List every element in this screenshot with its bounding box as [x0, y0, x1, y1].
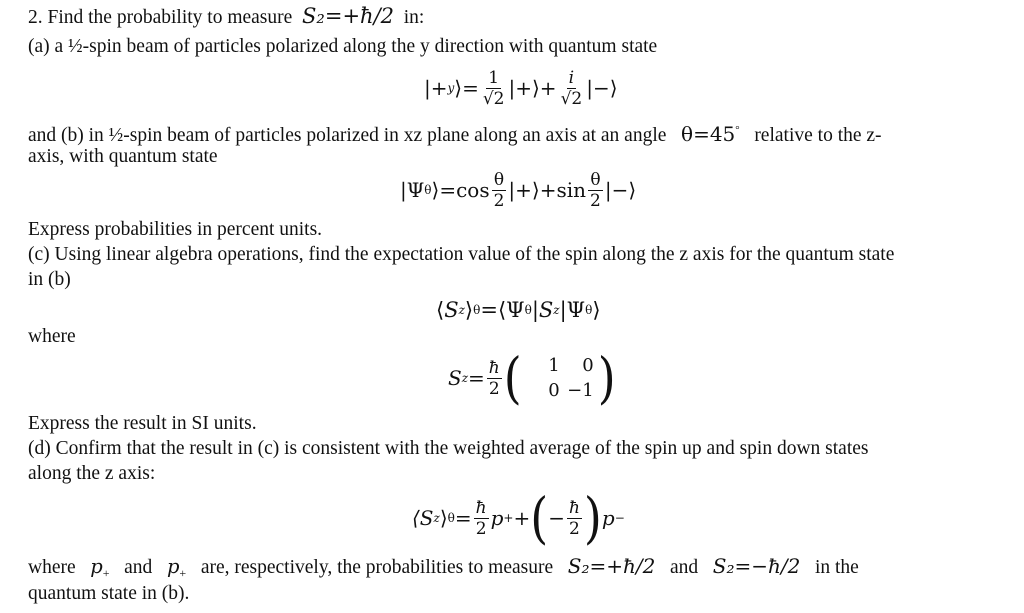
matrix-left-paren: (: [503, 345, 522, 411]
eq-b-lhs: |Ψ: [400, 178, 425, 202]
eq-b-f-num: θ: [493, 169, 505, 190]
eq-a-ket-close: ⟩=: [454, 76, 479, 100]
eq-d-a-num: ħ: [475, 497, 487, 518]
last-where: where: [28, 557, 76, 578]
eq-c-rhs: =⟨Ψ: [480, 298, 525, 322]
m22: −1: [567, 380, 594, 401]
part-a-text: (a) a ½-spin beam of particles polarized along the y direction with quantum state: [28, 36, 658, 57]
eq-b-lhs-close: ⟩=cos: [431, 178, 490, 202]
eq-a-frac1-num: 1: [488, 67, 500, 88]
part-d-line2: along the z axis:: [28, 463, 156, 484]
express-si: Express the result in SI units.: [28, 413, 257, 434]
eq-c-end: ⟩: [592, 298, 601, 322]
eq-a-ket-sub: y: [447, 81, 455, 95]
last-p1-sub: +: [102, 566, 110, 580]
part-b-text: and (b) in ½-spin beam of particles polarized in xz plane along an axis at an angle: [28, 125, 667, 146]
last-end: in the: [814, 557, 859, 578]
m11: 1: [548, 355, 560, 376]
express-percent: Express probabilities in percent units.: [28, 219, 323, 240]
eq-d-lhs: ⟨S: [412, 506, 434, 530]
eq-b-frac-cos: [492, 170, 507, 211]
matrix-body: [522, 355, 598, 401]
eq-d-a-den: 2: [475, 518, 487, 539]
eq-a-frac2-den: √2: [560, 88, 583, 109]
equation-a: [424, 60, 618, 116]
heading-text: 2. Find the probability to measure: [28, 7, 293, 28]
part-b-degree: °: [735, 124, 740, 136]
eq-d-p-plus: p: [490, 506, 504, 530]
equation-c: [436, 290, 601, 330]
where-label: where: [28, 326, 76, 347]
eq-b-f-den: 2: [493, 190, 505, 211]
eq-d-lhs-sub: z: [433, 511, 440, 525]
eq-c-S2-sub: z: [553, 303, 560, 317]
eq-c-S: S: [444, 298, 459, 322]
eq-a-frac2: [559, 68, 585, 109]
eq-m-h-num: ħ: [488, 357, 500, 378]
eq-a-term1: |+⟩+: [508, 76, 557, 100]
eq-d-p-minus: p: [601, 506, 615, 530]
equation-matrix: [448, 345, 616, 411]
eq-c-bar1: |: [531, 298, 539, 322]
eq-a-ket: |+: [424, 76, 448, 100]
last-line2: quantum state in (b).: [28, 583, 190, 604]
matrix-right-paren: ): [597, 345, 616, 411]
eq-d-plus-sub: +: [503, 511, 514, 525]
equation-d: [412, 485, 625, 551]
eq-d-plus: +: [513, 506, 531, 530]
eq-d-theta-sub: θ: [447, 511, 455, 525]
eq-b-g-num: θ: [590, 169, 601, 190]
part-b-line1: [28, 118, 882, 148]
part-b-line2: axis, with quantum state: [28, 146, 218, 167]
eq-b-frac-sin: [588, 170, 603, 211]
eq-d-left-paren: (: [530, 485, 549, 551]
eq-b-g-den: 2: [590, 190, 601, 211]
part-c-line1: (c) Using linear algebra operations, find the expectation value of the spin along the z axis for the quantum state: [28, 244, 895, 265]
last-m2: S₂=−ħ/2: [712, 554, 801, 578]
eq-a-frac2-num: i: [568, 67, 575, 88]
part-b-angle: θ=45: [681, 122, 736, 146]
eq-a-frac1-den: √2: [482, 88, 505, 109]
eq-a-term2: |−⟩: [586, 76, 618, 100]
eq-m-lhs: S: [448, 366, 462, 390]
eq-d-minus-sub: −: [614, 511, 625, 525]
eq-a-frac1: [481, 68, 507, 109]
equation-b: [400, 164, 636, 216]
eq-c-S2: S: [538, 298, 554, 322]
part-d-line1: (d) Confirm that the result in (c) is consistent with the weighted average of the spin up and spin down states: [28, 438, 869, 459]
eq-c-S-sub: z: [458, 303, 465, 317]
eq-d-eq: =: [454, 506, 472, 530]
last-and1: and: [124, 557, 153, 578]
problem-heading: [28, 4, 424, 30]
heading-end: in:: [403, 7, 425, 28]
eq-c-rhs-sub: θ: [524, 303, 532, 317]
eq-b-end: |−⟩: [604, 178, 637, 202]
part-b-end: relative to the z-: [754, 125, 882, 146]
eq-d-frac-a: [474, 498, 489, 539]
eq-b-lhs-sub: θ: [424, 183, 432, 197]
last-and2: and: [669, 557, 699, 578]
eq-b-mid: |+⟩+sin: [508, 178, 587, 202]
eq-d-lhs-close: ⟩: [439, 506, 448, 530]
eq-d-b-num: ħ: [568, 497, 580, 518]
eq-m-lhs-sub: z: [461, 371, 469, 385]
last-p2-sub: +: [179, 566, 187, 580]
last-line1: [28, 554, 859, 585]
eq-d-minus: −: [548, 506, 565, 530]
part-c-line2: in (b): [28, 269, 71, 290]
eq-c-end-sub: θ: [585, 303, 593, 317]
eq-c-open: ⟨: [436, 298, 445, 322]
eq-m-h-den: 2: [488, 378, 500, 399]
eq-m-frac: [487, 358, 502, 399]
last-p2: p: [166, 555, 180, 578]
eq-d-frac-b: [567, 498, 582, 539]
m21: 0: [548, 380, 560, 401]
heading-math: S₂=+ħ/2: [302, 4, 395, 28]
eq-c-theta-sub: θ: [473, 303, 481, 317]
last-p1: p: [90, 555, 103, 578]
eq-d-right-paren: ): [583, 485, 602, 551]
eq-d-b-den: 2: [569, 518, 580, 539]
eq-m-eq: =: [468, 366, 485, 390]
m12: 0: [582, 355, 594, 376]
last-desc: are, respectively, the probabilities to measure: [200, 557, 554, 578]
eq-c-bar2: |Ψ: [559, 298, 586, 322]
eq-c-close: ⟩: [464, 298, 474, 322]
last-m1: S₂=+ħ/2: [567, 554, 656, 578]
